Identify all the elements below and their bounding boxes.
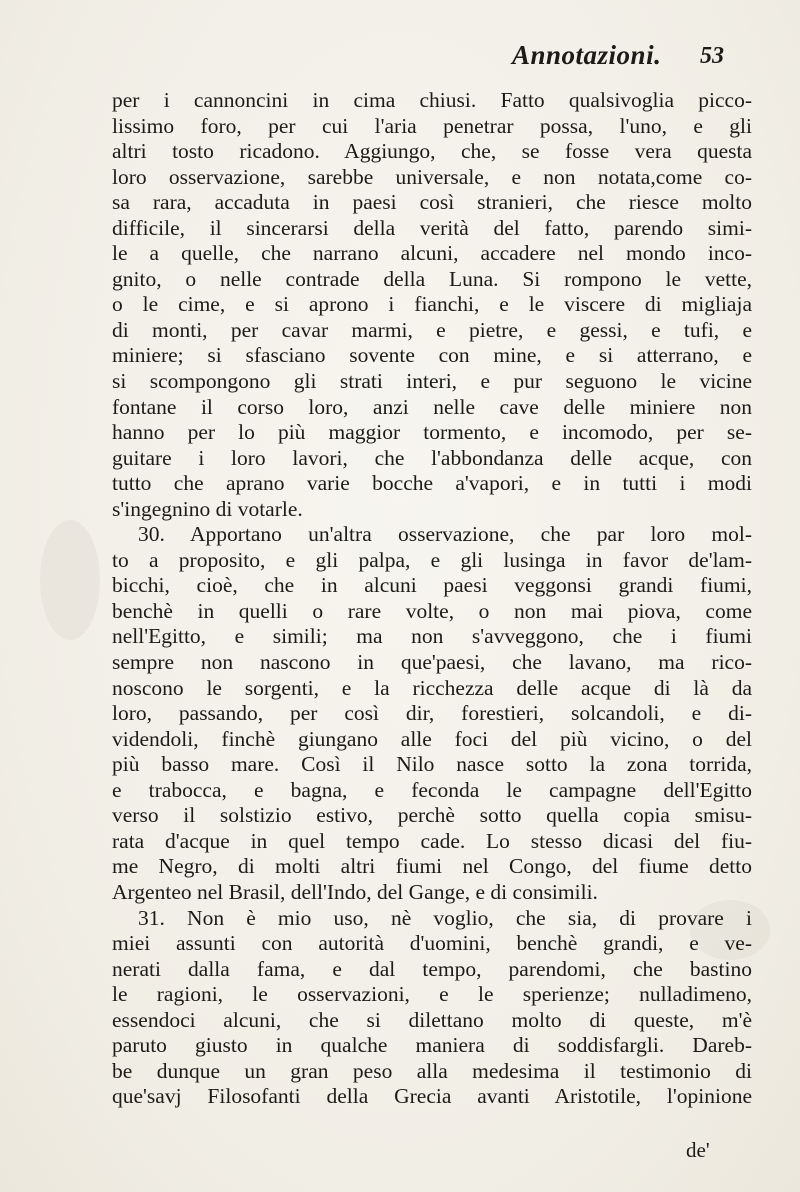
- text-line: loro osservazione, sarebbe universale, e non notata,come co-: [112, 164, 752, 189]
- text-line: videndoli, finchè giungano alle foci del più vicino, o del: [112, 726, 752, 751]
- text-line: si scompongono gli strati interi, e pur seguono le vicine: [112, 369, 752, 394]
- text-line: gnito, o nelle contrade della Luna. Si rompono le vette,: [112, 266, 752, 291]
- text-line: per i cannoncini in cima chiusi. Fatto qualsivoglia picco-: [112, 88, 752, 112]
- text-line: rata d'acque in quel tempo cade. Lo stesso dicasi del fiu-: [112, 828, 752, 853]
- text-line: guitare i loro lavori, che l'abbondanza delle acque, con: [112, 445, 752, 470]
- text-line: nerati dalla fama, e dal tempo, parendomi, che bastino: [112, 956, 752, 981]
- text-line: di monti, per cavar marmi, e pietre, e gessi, e tufi, e: [112, 317, 752, 342]
- text-line: le ragioni, le osservazioni, e le sperienze; nulladimeno,: [112, 982, 752, 1007]
- text-line: me Negro, di molti altri fiumi nel Congo, del fiume detto: [112, 854, 752, 879]
- text-line: o le cime, e si aprono i fianchi, e le viscere di migliaja: [112, 292, 752, 317]
- paper-stain: [40, 520, 100, 640]
- text-line: difficile, il sincerarsi della verità del fatto, parendo simi-: [112, 215, 752, 240]
- text-line: 30. Apportano un'altra osservazione, che par loro mol-: [138, 522, 752, 547]
- text-line: be dunque un gran peso alla medesima il testimonio di: [112, 1058, 752, 1083]
- text-line: bicchi, cioè, che in alcuni paesi veggonsi grandi fiumi,: [112, 573, 752, 598]
- text-line: e trabocca, e bagna, e feconda le campagne dell'Egitto: [112, 777, 752, 802]
- text-line: 31. Non è mio uso, nè voglio, che sia, di provare i: [138, 905, 752, 930]
- text-line: essendoci alcuni, che si dilettano molto di queste, m'è: [112, 1007, 752, 1032]
- text-line: benchè in quelli o rare volte, o non mai piova, come: [112, 598, 752, 623]
- text-line: sempre non nascono in que'paesi, che lavano, ma rico-: [112, 650, 752, 675]
- page-header: [0, 40, 800, 80]
- text-line: altri tosto ricadono. Aggiungo, che, se fosse vera questa: [112, 139, 752, 164]
- text-line: nell'Egitto, e simili; ma non s'avveggono, che i fiumi: [112, 624, 752, 649]
- text-line: loro, passando, per così dir, forestieri, solcandoli, e di-: [112, 701, 752, 726]
- text-line: miniere; si sfasciano sovente con mine, e si atterrano, e: [112, 343, 752, 368]
- text-line: Argenteo nel Brasil, dell'Indo, del Gange, e di consimili.: [112, 879, 598, 904]
- running-title: Annotazioni.: [512, 40, 662, 70]
- text-line: que'savj Filosofanti della Grecia avanti Aristotile, l'opinione: [112, 1084, 752, 1109]
- text-line: più basso mare. Così il Nilo nasce sotto la zona torrida,: [112, 752, 752, 777]
- text-line: fontane il corso loro, anzi nelle cave delle miniere non: [112, 394, 752, 419]
- text-line: paruto giusto in qualche maniera di soddisfargli. Dareb-: [112, 1033, 752, 1058]
- catchword: de': [686, 1138, 710, 1162]
- text-line: sa rara, accaduta in paesi così stranieri, che riesce molto: [112, 190, 752, 215]
- text-line: miei assunti con autorità d'uomini, benchè grandi, e ve-: [112, 931, 752, 956]
- body-text: [112, 88, 752, 1110]
- text-line: tutto che aprano varie bocche a'vapori, e in tutti i modi: [112, 471, 752, 496]
- page-number: 53: [700, 43, 724, 69]
- text-line: hanno per lo più maggior tormento, e incomodo, per se-: [112, 420, 752, 445]
- text-line: lissimo foro, per cui l'aria penetrar possa, l'uno, e gli: [112, 113, 752, 138]
- text-line: verso il solstizio estivo, perchè sotto quella copia smisu-: [112, 803, 752, 828]
- text-line: noscono le sorgenti, e la ricchezza delle acque di là da: [112, 675, 752, 700]
- text-line: to a proposito, e gli palpa, e gli lusinga in favor de'lam-: [112, 547, 752, 572]
- text-line: s'ingegnino di votarle.: [112, 496, 303, 521]
- text-line: le a quelle, che narrano alcuni, accadere nel mondo inco-: [112, 241, 752, 266]
